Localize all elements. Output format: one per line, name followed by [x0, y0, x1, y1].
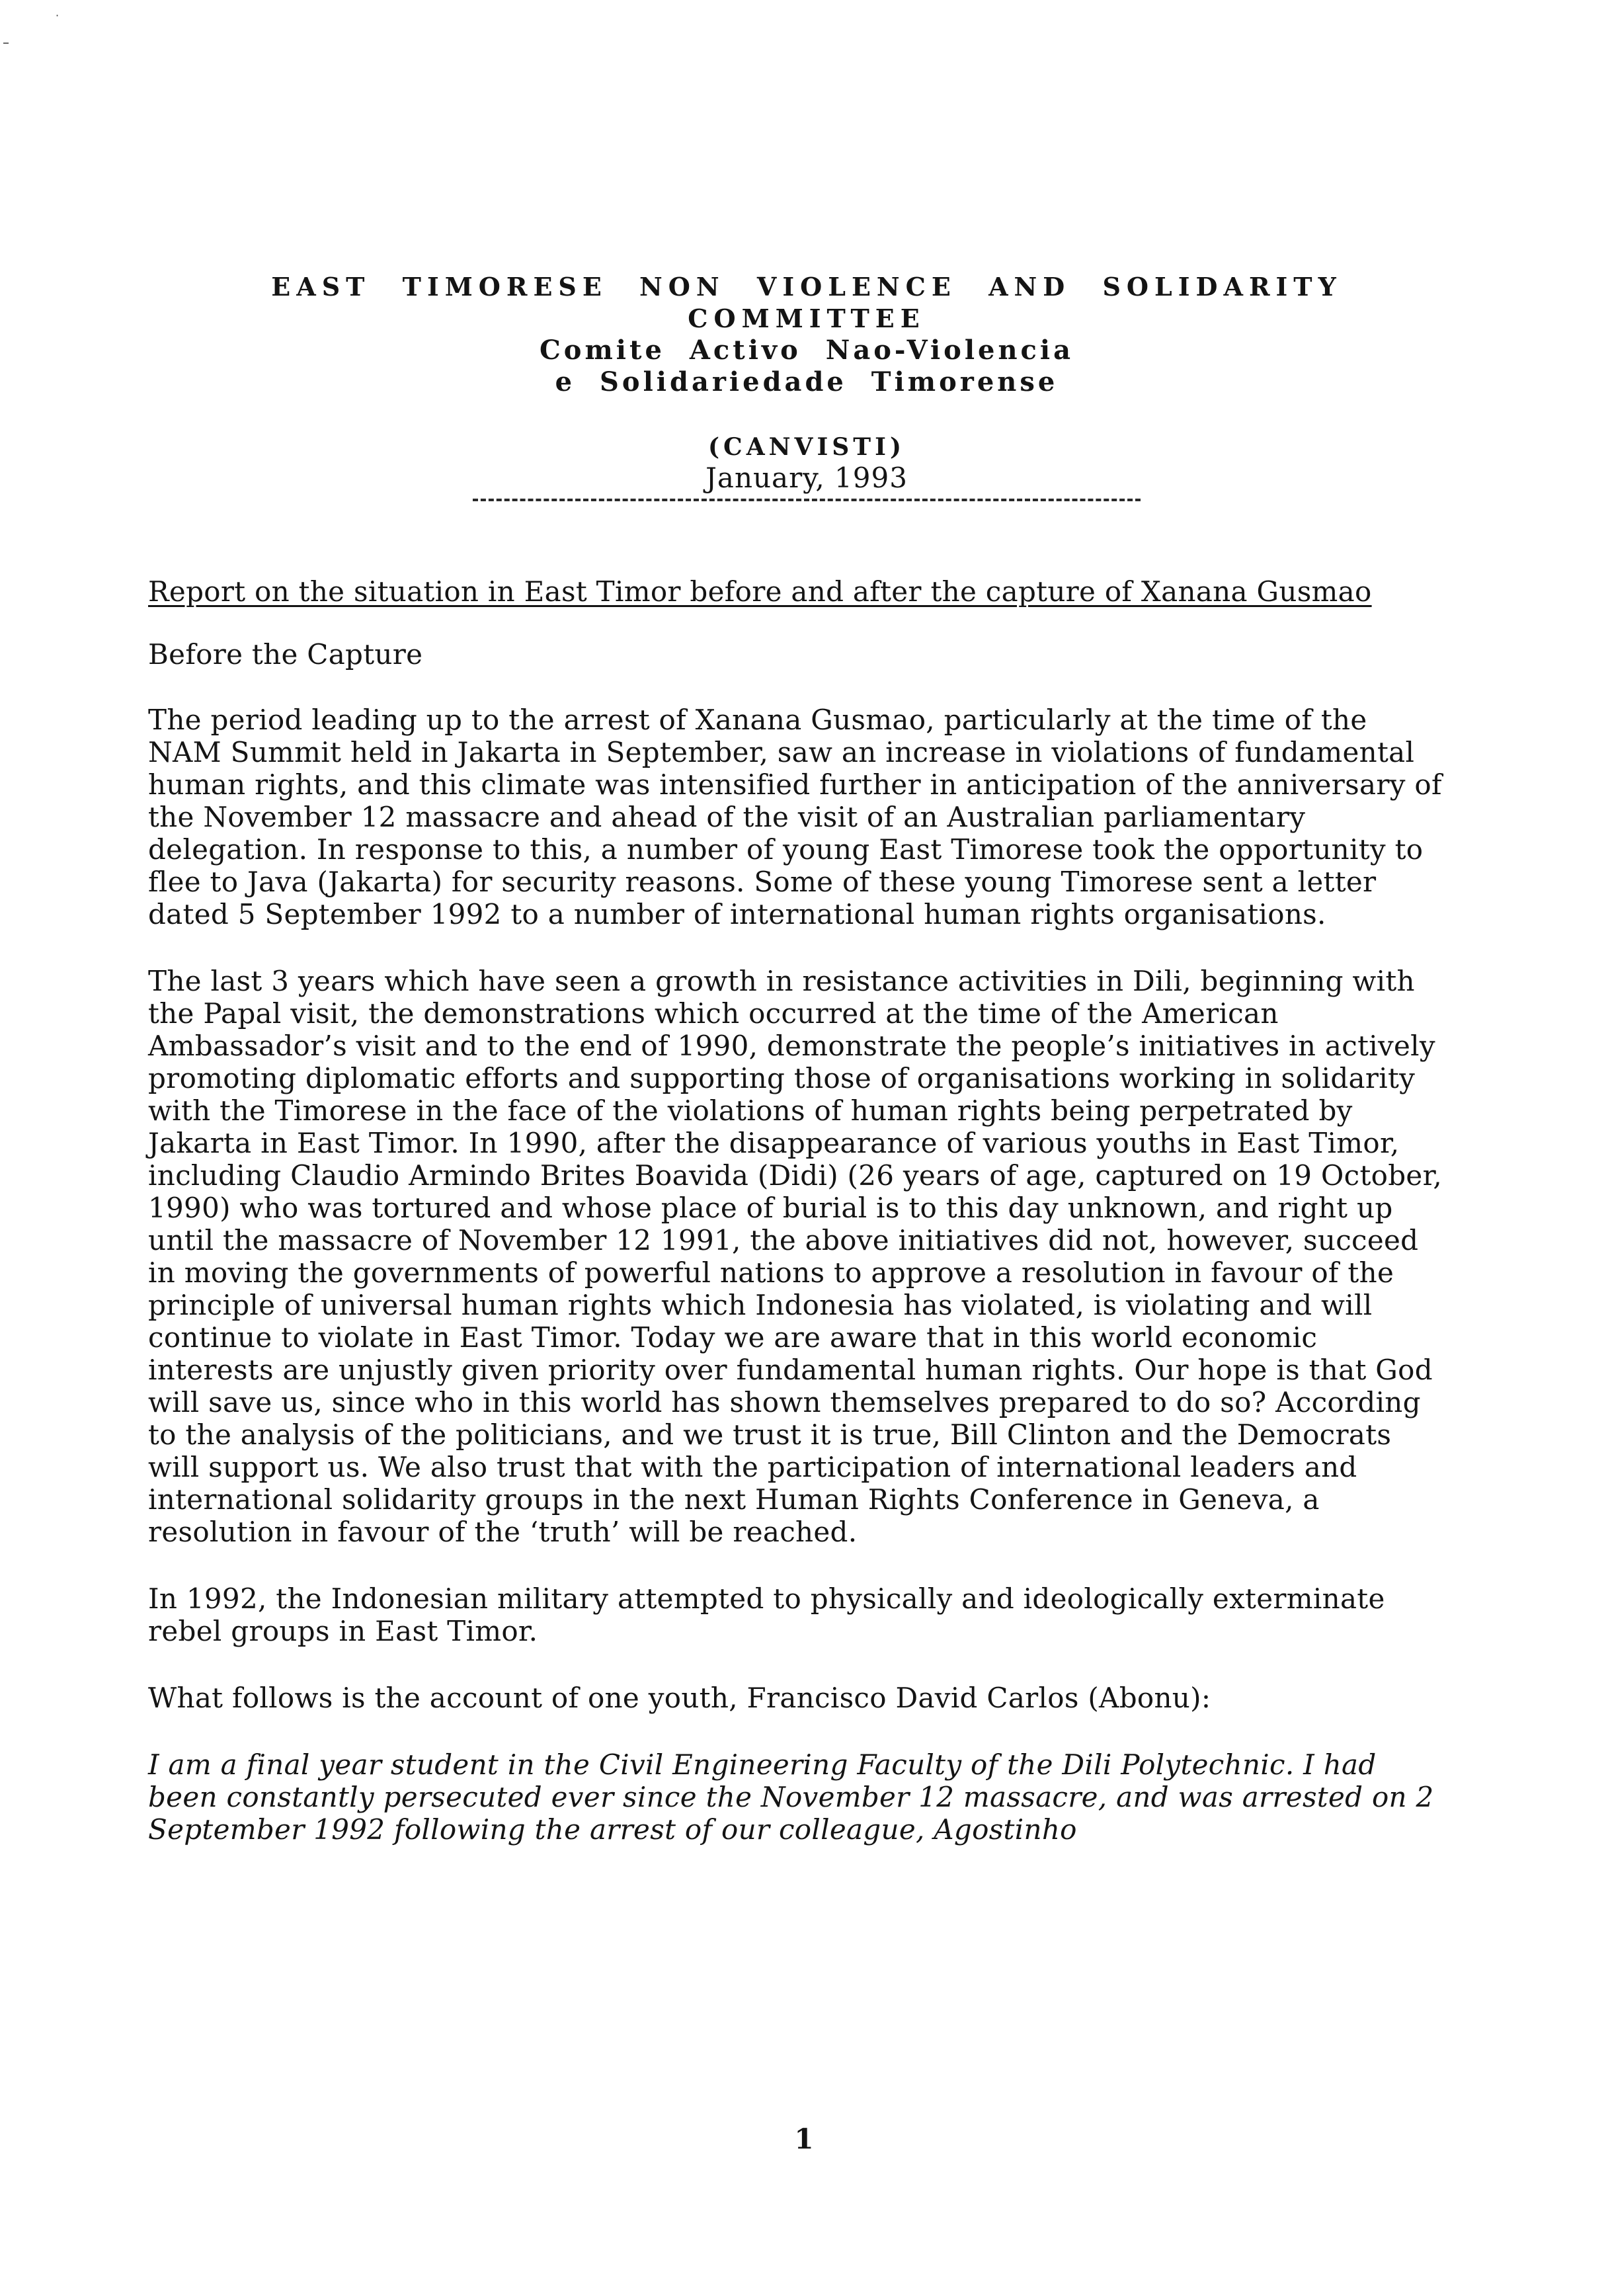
letterhead [172, 271, 1441, 501]
report-title: Report on the situation in East Timor before and after the capture of Xanana Gusmao [148, 575, 1372, 608]
org-name-english-line2: COMMITTEE [688, 304, 926, 333]
paragraph: The last 3 years which have seen a growth in resistance activities in Dili, beginning with the Papal visit, the demonstrations which occurred at the time of the American Ambassador’s visit and to the end of 1990, demonstrate the people’s initiatives in actively promoting diplomatic efforts and supporting those of organisations working in solidarity with the Timorese in the face of the violations of human rights being perpetrated by Jakarta in East Timor. In 1990, after the disappearance of various youths in East Timor, including Claudio Armindo Brites Boavida (Didi) (26 years of age, captured on 19 October, 1990) who was tortured and whose place of burial is to this day unknown, and right up until the massacre of November 12 1991, the above initiatives did not, however, succeed in moving the governments of powerful nations to approve a resolution in favour of the principle of universal human rights which Indonesia has violated, is violating and will continue to violate in East Timor. Today we are aware that in this world economic interests are unjustly given priority over fundamental human rights. Our hope is that God will save us, since who in this world has shown themselves prepared to do so? According to the analysis of the politicians, and we trust it is true, Bill Clinton and the Democrats will support us. We also trust that with the participation of international leaders and international solidarity groups in the next Human Rights Conference in Geneva, a resolution in favour of the ‘truth’ will be reached. [148, 965, 1442, 1548]
paragraph: In 1992, the Indonesian military attempted to physically and ideologically exterminate rebel groups in East Timor. [148, 1582, 1385, 1647]
dashed-divider [473, 499, 1141, 501]
org-name-portuguese-line2: e Solidariedade Timorense [555, 366, 1059, 397]
report-body [148, 575, 1444, 1880]
org-name-english-line1: EAST TIMORESE NON VIOLENCE AND SOLIDARITY [271, 272, 1342, 302]
paragraph: The period leading up to the arrest of Xanana Gusmao, particularly at the time of the NAM Summit held in Jakarta in September, saw an increase in violations of fundamental human rights, and this climate was intensified further in anticipation of the anniversary of the November 12 massacre and ahead of the visit of an Australian parliamentary delegation. In response to this, a number of young East Timorese took the opportunity to flee to Java (Jakarta) for security reasons. Some of these young Timorese sent a letter dated 5 September 1992 to a number of international human rights organisations. [148, 704, 1442, 930]
document-date: January, 1993 [705, 462, 908, 494]
page-number: 1 [794, 2123, 814, 2155]
org-acronym: (CANVISTI) [708, 433, 905, 461]
org-name-portuguese-line1: Comite Activo Nao-Violencia [539, 335, 1074, 366]
stray-mark: · [56, 9, 60, 22]
testimony-quote: I am a final year student in the Civil Engineering Faculty of the Dili Polytechnic. I had been constantly persecuted ever since the November 12 massacre, and was arrested on 2 September 1992 following the arrest of our colleague, Agostinho [148, 1748, 1434, 1846]
stray-mark: – [3, 34, 9, 50]
paragraph: What follows is the account of one youth, Francisco David Carlos (Abonu): [148, 1682, 1211, 1714]
section-heading: Before the Capture [148, 638, 423, 671]
